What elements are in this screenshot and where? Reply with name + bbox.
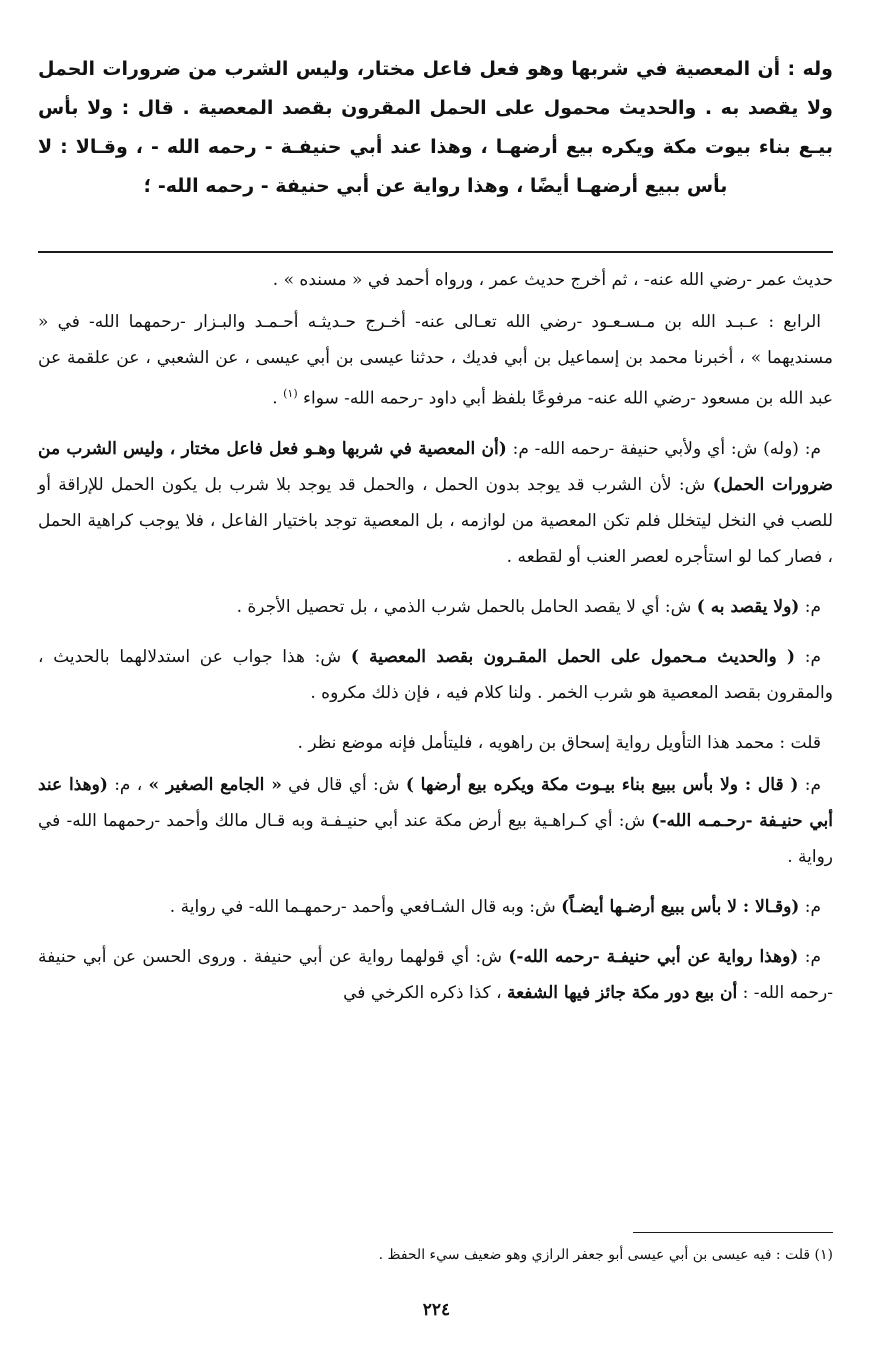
commentary-paragraph-8 [38,889,833,925]
commentary-text: ش: أي كـراهـية بيع أرض مكة عند أبي حنيـفـة وبه قـال مالك وأحمد -رحمهما الله- في رواية . [38,810,833,867]
commentary-prefix: م: [798,774,822,795]
commentary-text: ش: أي لا يقصد الحامل بالحمل شرب الذمي ، بل تحصيل الأجرة . [236,596,697,617]
commentary-text: الرابع : عـبـد الله بن مـسـعـود -رضي الله تعـالى عنه- أخـرج حـديثـه أحـمـد والبـزار -رحمهما الله- في « مسنديهما » ، أخبرنا محمد بن إسماعيل بن أبي فديك ، حدثنا عيسى بن أبي عيسى ، عن الشعبي ، عن علقمة عن عبد الله بن مسعود -رضي الله عنه- مرفوعًا بلفظ أبي داود -رحمه الله- سواء [38,312,833,409]
commentary-block [38,262,833,1025]
commentary-prefix: م: [799,596,821,617]
commentary-paragraph-9 [38,939,833,1011]
page-number: ٢٢٤ [422,1300,451,1320]
commentary-paragraph-5 [38,639,833,711]
matn-text-block [38,50,833,206]
commentary-prefix: م: [795,646,821,667]
matn-quote: ( قال : ولا بأس ببيع بناء بيـوت مكة ويكره بيع أرضها ) [405,774,799,795]
commentary-text: ش: وبه قال الشـافعي وأحمد -رحمهـما الله- في رواية . [169,896,562,917]
commentary-paragraph-2 [38,304,833,417]
matn-quote: (وهذا رواية عن أبي حنيفـة -رحمه الله-) [508,946,799,967]
commentary-text: ، م: [107,774,149,795]
commentary-prefix: م: [798,946,821,967]
commentary-text: ، كذا ذكره الكرخي في [343,982,507,1003]
matn-quote: ( والحديث مـحمول على الحمل المقـرون بقصد المعصية ) [350,646,796,667]
commentary-prefix: م: (وله) ش: أي ولأبي حنيفة -رحمه الله- م: [506,438,822,459]
commentary-paragraph-4 [38,589,833,625]
matn-quote: (وهذا عند أبي حنيـفة -رحـمـه الله-) [38,774,833,831]
commentary-paragraph-6: قلت : محمد هذا التأويل رواية إسحاق بن راهويه ، فليتأمل فإنه موضع نظر . [297,732,821,753]
commentary-prefix: م: [799,896,821,917]
footnote-reference: (١) [283,387,298,400]
book-title-quote: « الجامع الصغير » [148,774,282,795]
commentary-paragraph-3 [38,431,833,575]
commentary-text: ش: هذا جواب عن استدلالهما بالحديث ، والمقرون بقصد المعصية هو شرب الخمر . ولنا كلام فيه ، فإن ذلك مكروه . [38,646,833,703]
footnote-1: (١) قلت : فيه عيسى بن أبي عيسى أبو جعفر الرازي وهو ضعيف سيء الحفظ . [378,1247,833,1263]
commentary-text: ش: لأن الشرب قد يوجد بدون الحمل ، والحمل قد يوجد بلا شرب بل يكون الحمل للإراقة أو للصب في النخل ليتخلل فلم تكن المعصية من لوازمه ، بل المعصية توجد باختيار الفاعل ، فلا يوجب كراهية الحمل ، فصار كما لو استأجره لعصر العنب أو لقطعه . [38,474,833,567]
commentary-paragraph-7 [38,767,833,875]
matn-quote: (وقـالا : لا بأس ببيع أرضـها أيضـاً) [561,896,800,917]
matn-quote: (أن المعصية في شربها وهـو فعل فاعل مختار ، وليس الشرب من ضرورات الحمل) [38,438,833,495]
commentary-text: ش: أي قولهما رواية عن أبي حنيفة . وروى الحسن عن أبي حنيفة -رحمه الله- : [38,946,833,1003]
commentary-text: ش: أي قال في [281,774,406,795]
section-divider [38,251,833,253]
narration-quote: أن بيع دور مكة جائز فيها الشفعة [506,982,738,1003]
matn-paragraph: وله : أن المعصية في شربها وهو فعل فاعل مختار، وليس الشرب من ضرورات الحمل ولا يقصد به . والحديث محمول على الحمل المقرون بقصد المعصية . قال : ولا بأس بيـع بناء بيوت مكة ويكره بيع أرضهـا ، وهذا عند أبي حنيفـة - رحمه الله - ، وقـالا : لا بأس ببيع أرضهـا أيضًا ، وهذا رواية عن أبي حنيفة - رحمه الله- ؛ [38,58,833,197]
commentary-text: . [272,388,284,409]
commentary-paragraph-1: حديث عمر -رضي الله عنه- ، ثم أخرج حديث عمر ، ورواه أحمد في « مسنده » . [272,270,833,290]
footnote-rule [633,1232,833,1233]
matn-quote: (ولا يقصد به ) [696,596,800,617]
